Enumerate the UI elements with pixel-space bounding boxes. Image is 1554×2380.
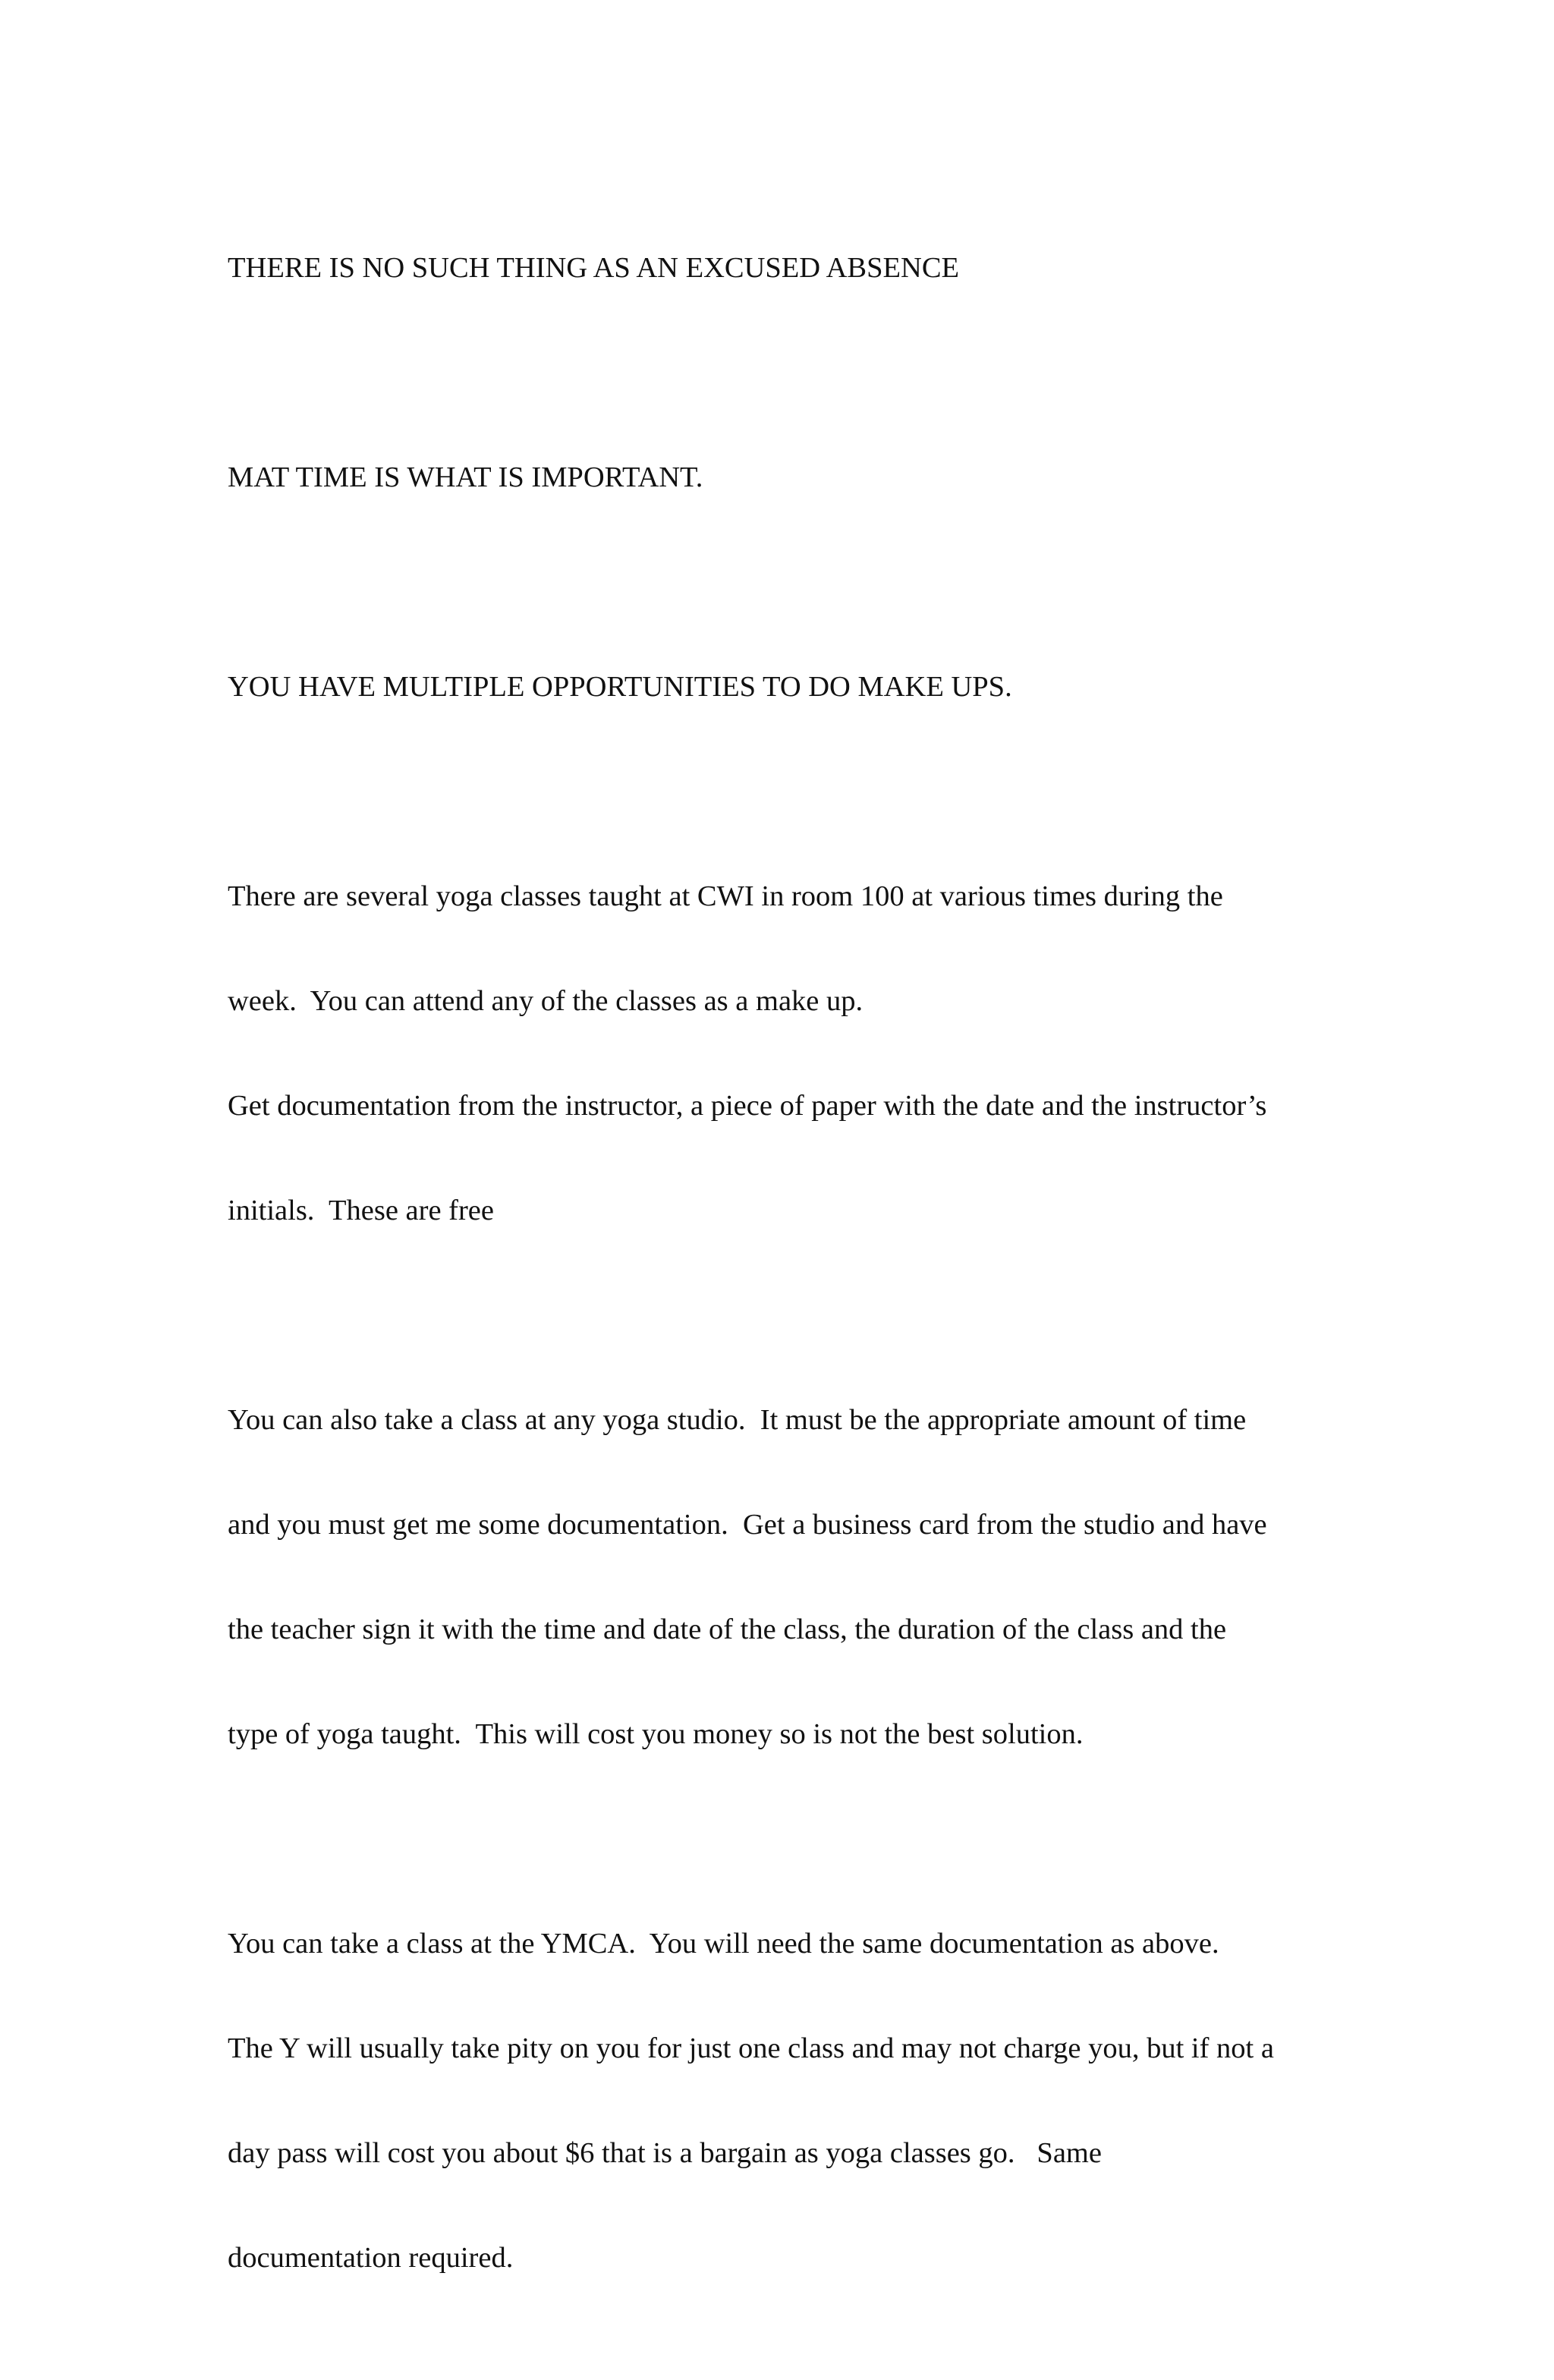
text-line: week. You can attend any of the classes as a make up. <box>228 985 864 1017</box>
text-line: Get documentation from the instructor, a piece of paper with the date and the instructor’s <box>228 1090 1267 1122</box>
paragraph-yoga-studio <box>228 1333 1335 1821</box>
paragraph-cwi-classes <box>228 809 1335 1298</box>
text-line: MAT TIME IS WHAT IS IMPORTANT. <box>228 461 703 493</box>
text-line: There are several yoga classes taught at CWI in room 100 at various times during the <box>228 880 1223 912</box>
text-line: documentation required. <box>228 2242 514 2274</box>
text-line: type of yoga taught. This will cost you money so is not the best solution. <box>228 1718 1084 1750</box>
paragraph-make-ups <box>228 600 1335 774</box>
text-line: The Y will usually take pity on you for just one class and may not charge you, but if not a <box>228 2032 1274 2064</box>
paragraph-no-excused-absence <box>228 181 1335 355</box>
text-line: You can also take a class at any yoga studio. It must be the appropriate amount of time <box>228 1404 1247 1436</box>
text-line: and you must get me some documentation. Get a business card from the studio and have <box>228 1509 1267 1541</box>
paragraph-ymca <box>228 1856 1335 2345</box>
text-line: initials. These are free <box>228 1195 494 1226</box>
text-line: YOU HAVE MULTIPLE OPPORTUNITIES TO DO MAKE UPS. <box>228 671 1012 703</box>
text-line: day pass will cost you about $6 that is a bargain as yoga classes go. Same <box>228 2137 1102 2169</box>
paragraph-mat-time <box>228 390 1335 565</box>
text-line: THERE IS NO SUCH THING AS AN EXCUSED ABSENCE <box>228 252 960 284</box>
text-line: You can take a class at the YMCA. You will need the same documentation as above. <box>228 1928 1219 1960</box>
document-body <box>228 181 1335 2380</box>
text-line: the teacher sign it with the time and date of the class, the duration of the class and the <box>228 1613 1227 1645</box>
